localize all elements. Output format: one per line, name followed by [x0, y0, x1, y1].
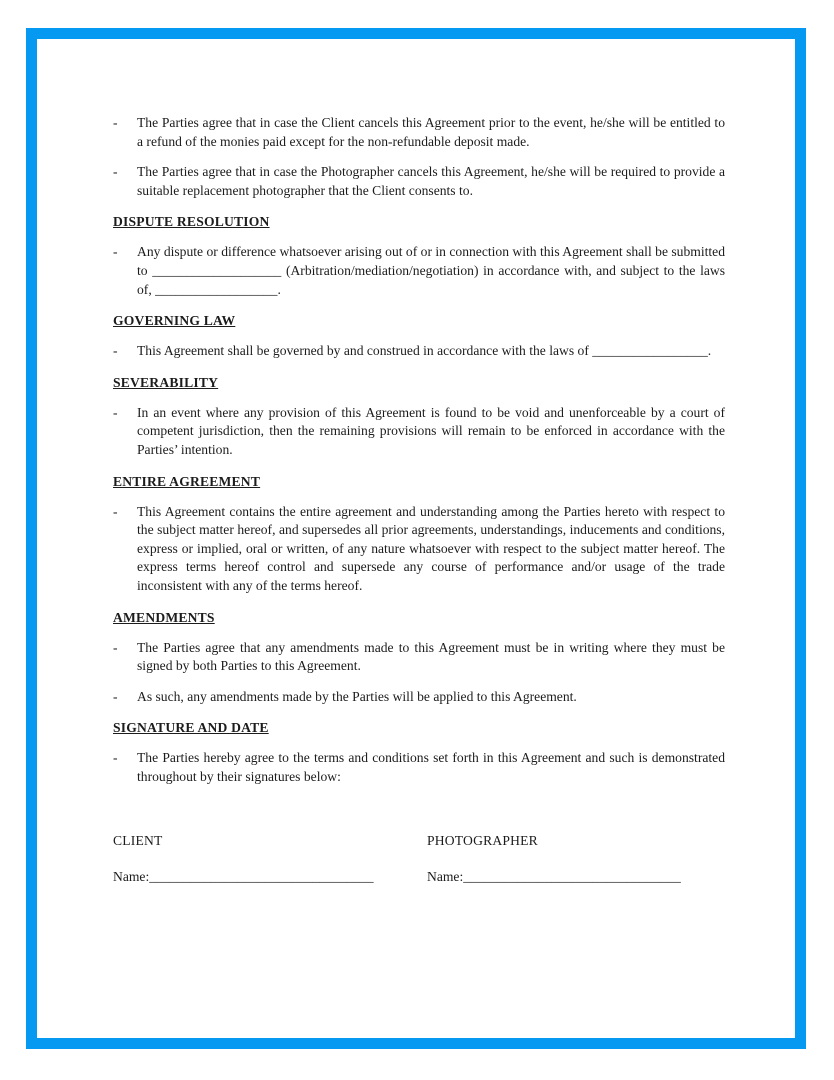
bullet-item — [113, 688, 725, 707]
bullet-item — [113, 503, 725, 596]
bullet-item — [113, 404, 725, 460]
section-heading-severability: SEVERABILITY — [113, 374, 219, 390]
bullet-item — [113, 749, 725, 786]
bullet-text-severability: In an event where any provision of this Agreement is found to be void and unenforceable by a court of competent jurisdiction, then the remaining provisions will remain to be enforced in accordance with the Parties’ intention. — [137, 404, 725, 457]
photographer-name-row — [427, 868, 725, 887]
signature-role-photographer: PHOTOGRAPHER — [427, 833, 538, 849]
bullet-dash: - — [113, 750, 118, 766]
bullet-text-amendments-writing: The Parties agree that any amendments made to this Agreement must be in writing where they must be signed by both Parties to this Agreement. — [137, 639, 725, 674]
bullet-dash: - — [113, 639, 118, 655]
bullet-text-entire-agreement: This Agreement contains the entire agreement and understanding among the Parties hereto with respect to the subject matter hereof, and supersedes all prior agreements, understandings, inducements and conditions, express or implied, oral or written, of any nature whatsoever with respect to the subject matter hereof. The express terms hereof control and supersede any course of performance and/or usage of the trade inconsistent with any of the terms hereof. — [137, 503, 725, 593]
client-name-label: Name: — [113, 869, 150, 885]
signature-column-photographer — [427, 832, 725, 886]
bullet-item — [113, 342, 725, 361]
bullet-dash: - — [113, 503, 118, 519]
bullet-item — [113, 163, 725, 200]
bullet-dash: - — [113, 343, 118, 359]
document-body — [113, 114, 725, 887]
bullet-text-dispute: Any dispute or difference whatsoever arising out of or in connection with this Agreement shall be submitted to ___________________ (Arbitration/mediation/negotiation) in accordance with, and subject to the laws of, __________________. — [137, 244, 725, 297]
signature-role-client: CLIENT — [113, 833, 163, 849]
bullet-item — [113, 639, 725, 676]
bullet-text-client-cancel: The Parties agree that in case the Client cancels this Agreement prior to the event, he/she will be entitled to a refund of the monies paid except for the non-refundable deposit made. — [137, 115, 725, 149]
bullet-dash: - — [113, 244, 118, 260]
bullet-dash: - — [113, 688, 118, 704]
signature-block — [113, 832, 725, 886]
bullet-item — [113, 243, 725, 299]
bullet-dash: - — [113, 164, 118, 180]
bullet-text-signature: The Parties hereby agree to the terms and conditions set forth in this Agreement and such is demonstrated throughout by their signatures below: — [137, 750, 725, 784]
client-name-fill-line[interactable]: _________________________________ — [149, 869, 374, 885]
signature-column-client — [113, 832, 427, 886]
bullet-dash: - — [113, 115, 118, 130]
section-heading-signature-and-date: SIGNATURE AND DATE — [113, 720, 269, 736]
photographer-name-fill-line[interactable]: ________________________________ — [463, 869, 681, 885]
bullet-text-photographer-cancel: The Parties agree that in case the Photographer cancels this Agreement, he/she will be required to provide a suitable replacement photographer that the Client consents to. — [137, 164, 725, 198]
bullet-item — [113, 114, 725, 151]
photographer-name-label: Name: — [427, 869, 464, 885]
bullet-dash: - — [113, 404, 118, 420]
section-heading-governing-law: GOVERNING LAW — [113, 313, 236, 329]
bullet-text-governing-law: This Agreement shall be governed by and construed in accordance with the laws of _________________. — [137, 343, 712, 359]
section-heading-dispute-resolution: DISPUTE RESOLUTION — [113, 214, 270, 230]
section-heading-entire-agreement: ENTIRE AGREEMENT — [113, 473, 261, 489]
section-heading-amendments: AMENDMENTS — [113, 609, 215, 625]
bullet-text-amendments-applied: As such, any amendments made by the Parties will be applied to this Agreement. — [137, 688, 577, 704]
client-name-row — [113, 868, 427, 887]
